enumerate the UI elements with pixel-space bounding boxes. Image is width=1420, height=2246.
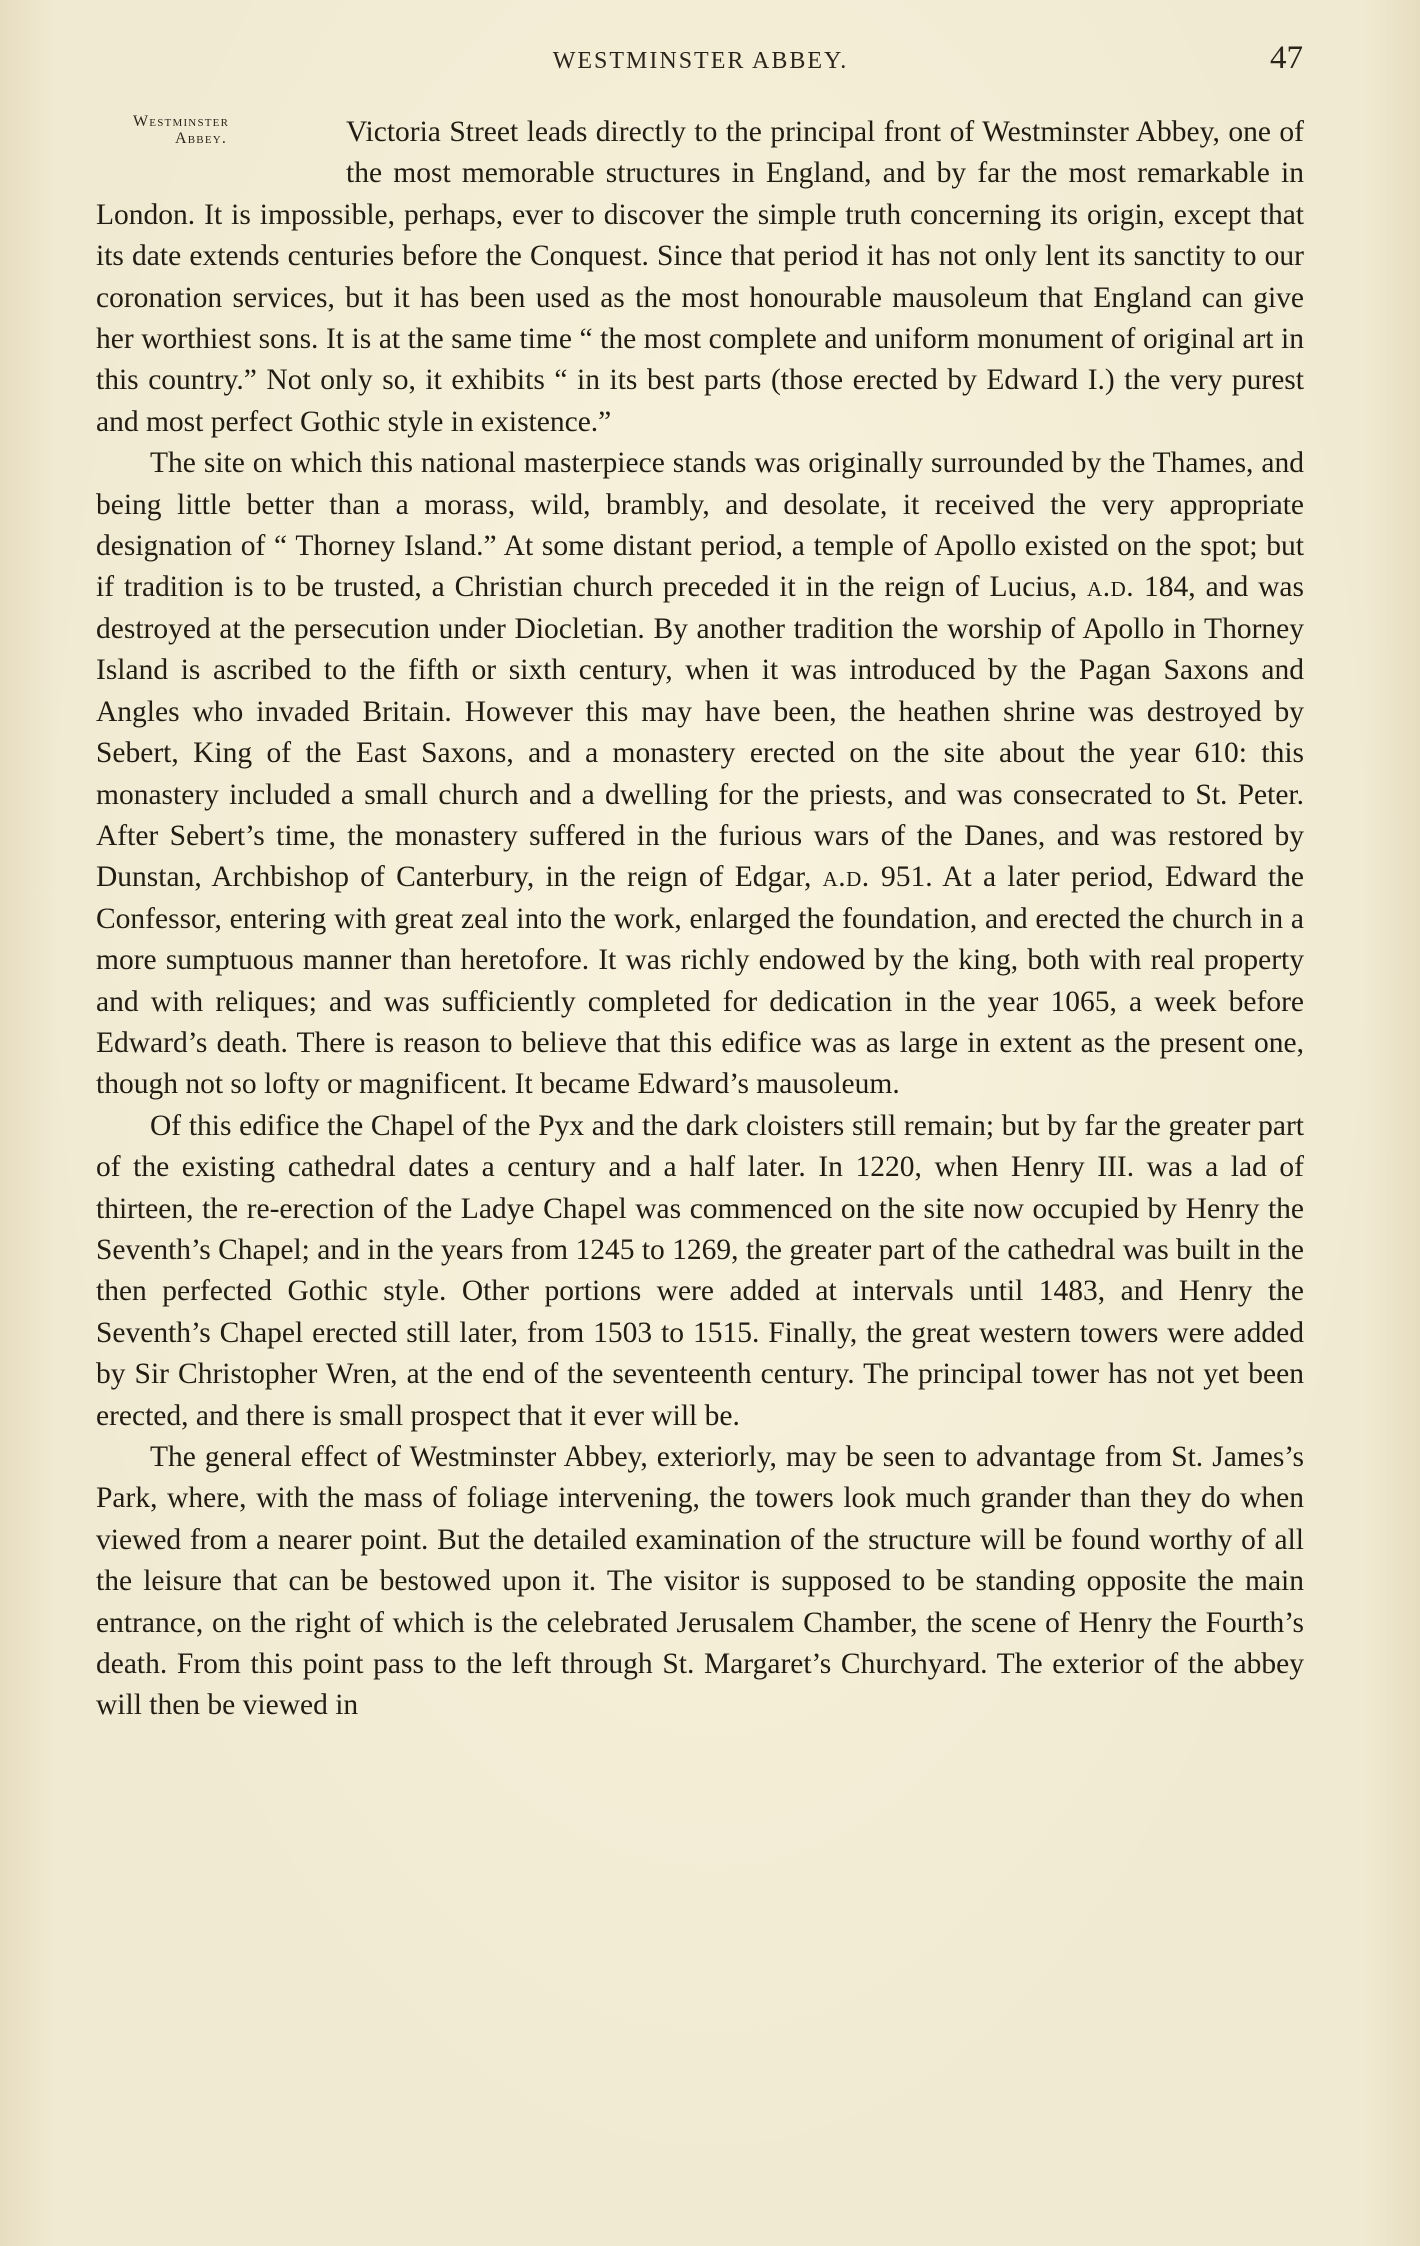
running-title: WESTMINSTER ABBEY. — [552, 48, 849, 74]
paragraph-4 — [96, 1437, 1304, 1727]
text-run: Victoria Street leads directly to the principal front of Westminster Abbey, one of the most memorable structures in England, and by far the most remarkable in London. It is impossible, perhaps, ever to discover the simple truth concerning its origin, except that its date extends centuries before the Conquest. Since that period it has not only lent its sanctity to our coronation services, but it has been used as the most honourable mausoleum that England can give her worthiest sons. It is at the same time “ the most complete and uniform monument of original art in this country.” Not only so, it exhibits “ in its best parts (those erected by Edward I.) the very purest and most perfect Gothic style in existence.” — [96, 116, 1304, 438]
sidenote-line-1: Westminster — [133, 113, 230, 130]
small-caps-run: a.d. — [822, 861, 870, 894]
text-run: 951. At a later period, Edward the Confessor, entering with great zeal into the work, enlarged the foundation, and erected the church in a more sumptuous manner than heretofore. It was richly endowed by the king, both with real property and with reliques; and was sufficiently completed for dedication in the year 1065, a week before Edward’s death. There is reason to believe that this edifice was as large in extent as the present one, though not so lofty or magnificent. It became Edward’s mausoleum. — [96, 861, 1305, 1101]
sidenote-line-2: Abbey. — [175, 130, 228, 147]
text-run: The general effect of Westminster Abbey, exteriorly, may be seen to advantage from St. James’s Park, where, with the mass of foliage intervening, the towers look much grander than they do when viewed from a nearer point. But the detailed examination of the structure will be found worthy of all the leisure that can be bestowed upon it. The visitor is supposed to be standing opposite the main entrance, on the right of which is the celebrated Jerusalem Chamber, the scene of Henry the Fourth’s death. From this point pass to the left through St. Margaret’s Churchyard. The exterior of the abbey will then be viewed in — [96, 1441, 1304, 1722]
paragraph-2 — [96, 443, 1304, 1106]
text-run: The site on which this national masterpiece stands was originally surrounded by the Thames, and being little better than a morass, wild, brambly, and desolate, it received the very appropriate designation of “ Thorney Island.” At some distant period, a temple of Apollo existed on the spot; but if tradition is to be trusted, a Christian church preceded it in the reign of Lucius, — [96, 447, 1304, 604]
page-number: 47 — [1270, 40, 1303, 76]
paragraph-3 — [96, 1106, 1304, 1437]
body-text — [96, 112, 1304, 1727]
text-run: Of this edifice the Chapel of the Pyx and the dark cloisters still remain; but by far the greater part of the existing cathedral dates a century and a half later. In 1220, when Henry III. was a lad of thirteen, the re-erection of the Ladye Chapel was commenced on the site now occupied by Henry the Seventh’s Chapel; and in the years from 1245 to 1269, the greater part of the cathedral was built in the then perfected Gothic style. Other portions were added at intervals until 1483, and Henry the Seventh’s Chapel erected still later, from 1503 to 1515. Finally, the great western towers were added by Sir Christopher Wren, at the end of the seventeenth century. The principal tower has not yet been erected, and there is small prospect that it ever will be. — [96, 1109, 1304, 1432]
text-run: 184, and was destroyed at the persecution under Diocletian. By another tradition the worship of Apollo in Thorney Island is ascribed to the fifth or sixth century, when it was introduced by the Pagan Saxons and Angles who invaded Britain. However this may have been, the heathen shrine was destroyed by Sebert, King of the East Saxons, and a monastery erected on the site about the year 610: this monastery included a small church and a dwelling for the priests, and was consecrated to St. Peter. After Sebert’s time, the monastery suffered in the furious wars of the Danes, and was restored by Dunstan, Archbishop of Canterbury, in the reign of Edgar, — [96, 571, 1304, 894]
paragraph-4-text — [96, 1441, 1304, 1721]
paragraph-2-text — [96, 447, 1304, 1100]
paragraph-3-text — [96, 1110, 1304, 1432]
paragraph-1 — [96, 112, 1304, 443]
running-head — [98, 40, 1303, 80]
small-caps-run: a.d. — [1087, 571, 1135, 604]
sidenote-space — [96, 112, 346, 182]
